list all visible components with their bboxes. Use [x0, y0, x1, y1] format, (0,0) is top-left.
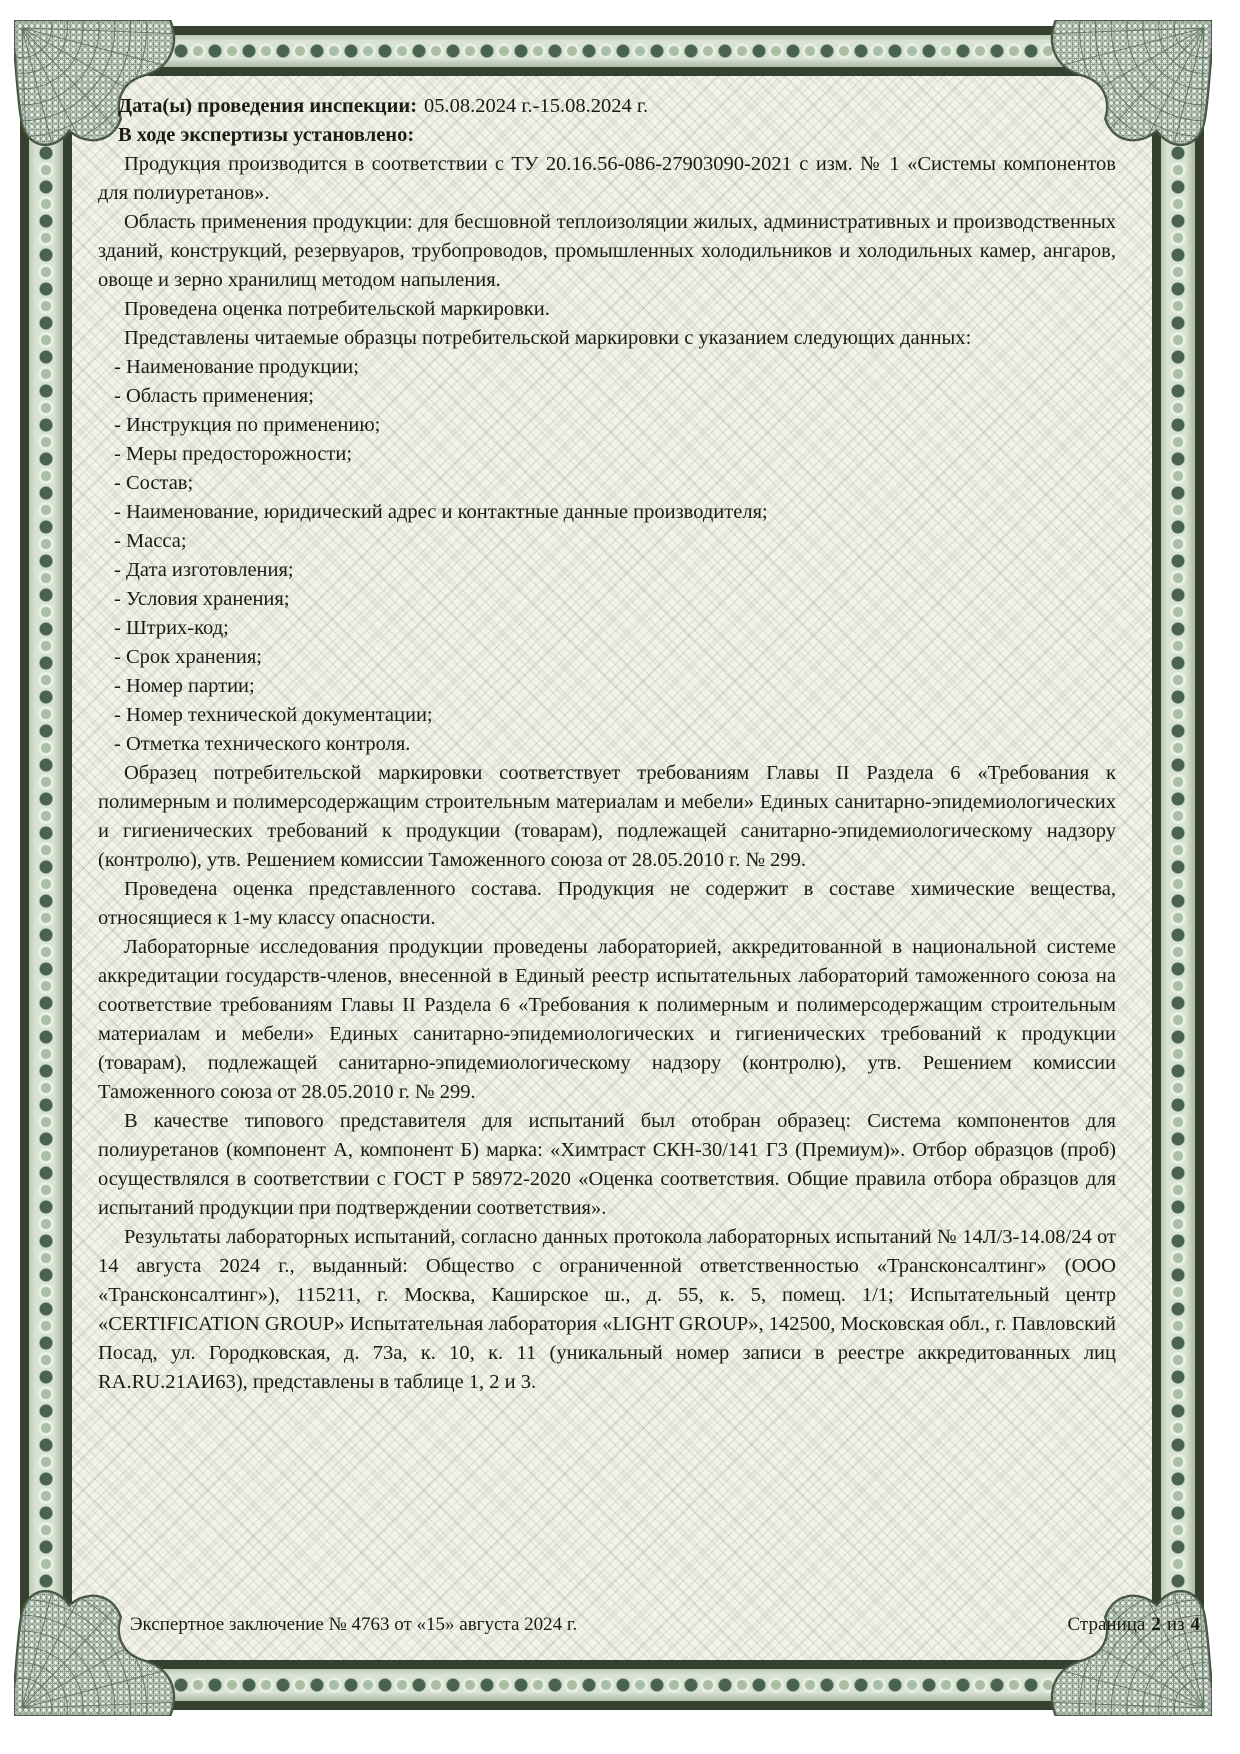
- border-band-bottom: [20, 1660, 1204, 1710]
- marking-list-item: - Масса;: [114, 530, 187, 552]
- paragraph-marking-assessment: Проведена оценка потребительской маркировки.: [124, 298, 550, 320]
- paragraph-sample-selection: В качестве типового представителя для испытаний был отобран образец: Система компонентов для полиуретанов (компонент А, компонент Б) марка: «Химтраст СКН-30/141 Г3 (Премиум)». Отбор образцов (проб) осуществлялся в соответствии с ГОСТ Р 58972-2020 «Оценка соответствия. Общие правила отбора образцов для испытаний продукции при подтверждении соответствия».: [98, 1110, 1116, 1219]
- paragraph-production: Продукция производится в соответствии с ТУ 20.16.56-086-27903090-2021 с изм. № 1 «Системы компонентов для полиуретанов».: [98, 153, 1116, 204]
- paragraph-test-results: Результаты лабораторных испытаний, согласно данных протокола лабораторных испытаний № 14Л/3-14.08/24 от 14 августа 2024 г., выданный: Общество с ограниченной ответственностью «Трансконсалтинг» (ООО «Трансконсалтинг»), 115211, г. Москва, Каширское ш., д. 55, к. 5, помещ. 1/1; Испытательный центр «CERTIFICATION GROUP» Испытательная лаборатория «LIGHT GROUP», 142500, Московская обл., г. Павловский Посад, ул. Городковская, д. 73а, к. 10, к. 11 (уникальный номер записи в реестре аккредитованных лиц RA.RU.21АИ63), представлены в таблице 1, 2 и 3.: [98, 1226, 1116, 1393]
- paragraph-laboratory-accreditation: Лабораторные исследования продукции проведены лабораторией, аккредитованной в национальной системе аккредитации государств-членов, внесенной в Единый реестр испытательных лабораторий таможенного союза на соответствие требованиям Главы II Раздела 6 «Требования к полимерным и полимерсодержащим строительным материалам и мебели» Единых санитарно-эпидемиологических и гигиенических требований к продукции (товарам), подлежащей санитарно-эпидемиологическому надзору (контролю), утв. Решением комиссии Таможенного союза от 28.05.2010 г. № 299.: [98, 936, 1116, 1103]
- document-body: [98, 92, 1116, 1397]
- marking-list-item: - Срок хранения;: [114, 646, 262, 668]
- footer-document-reference: Экспертное заключение № 4763 от «15» августа 2024 г.: [130, 1614, 578, 1635]
- inspection-date-value: 05.08.2024 г.-15.08.2024 г.: [424, 95, 649, 117]
- page-label: Страница: [1067, 1614, 1146, 1635]
- paragraph-marking-compliance: Образец потребительской маркировки соответствует требованиям Главы II Раздела 6 «Требования к полимерным и полимерсодержащим строительным материалам и мебели» Единых санитарно-эпидемиологических и гигиенических требований к продукции (товарам), подлежащей санитарно-эпидемиологическому надзору (контролю), утв. Решением комиссии Таможенного союза от 28.05.2010 г. № 299.: [98, 762, 1116, 871]
- page-number: 2: [1151, 1614, 1161, 1635]
- marking-list-item: - Отметка технического контроля.: [114, 733, 411, 755]
- marking-list-item: - Штрих-код;: [114, 617, 229, 639]
- paragraph-marking-samples: Представлены читаемые образцы потребительской маркировки с указанием следующих данных:: [124, 327, 972, 349]
- marking-list-item: - Номер технической документации;: [114, 704, 433, 726]
- marking-list-item: - Состав;: [114, 472, 194, 494]
- inspection-date-line: [98, 92, 1116, 121]
- marking-list-item: - Дата изготовления;: [114, 559, 294, 581]
- marking-list-item: - Инструкция по применению;: [114, 414, 381, 436]
- paragraph-composition-assessment: Проведена оценка представленного состава. Продукция не содержит в составе химические вещества, относящиеся к 1-му классу опасности.: [98, 878, 1116, 929]
- border-band-left: [20, 26, 72, 1710]
- of-label: из: [1166, 1614, 1185, 1635]
- inspection-date-label: Дата(ы) проведения инспекции:: [118, 95, 418, 117]
- marking-list-item: - Область применения;: [114, 385, 314, 407]
- marking-list-item: - Наименование, юридический адрес и контактные данные производителя;: [114, 501, 768, 523]
- border-band-top: [20, 26, 1204, 76]
- border-band-right: [1152, 26, 1204, 1710]
- marking-list-item: - Номер партии;: [114, 675, 255, 697]
- page-indicator: [1067, 1612, 1200, 1638]
- marking-list-item: - Наименование продукции;: [114, 356, 359, 378]
- marking-list-item: - Меры предосторожности;: [114, 443, 353, 465]
- expertise-heading: В ходе экспертизы установлено:: [118, 124, 415, 146]
- total-pages: 4: [1190, 1614, 1200, 1635]
- marking-list: [98, 353, 1116, 759]
- marking-list-item: - Условия хранения;: [114, 588, 290, 610]
- footer: [130, 1612, 1200, 1638]
- paragraph-application-area: Область применения продукции: для бесшовной теплоизоляции жилых, административных и производственных зданий, конструкций, резервуаров, трубопроводов, промышленных холодильников и холодильных камер, ангаров, овоще и зерно хранилищ методом напыления.: [98, 211, 1116, 291]
